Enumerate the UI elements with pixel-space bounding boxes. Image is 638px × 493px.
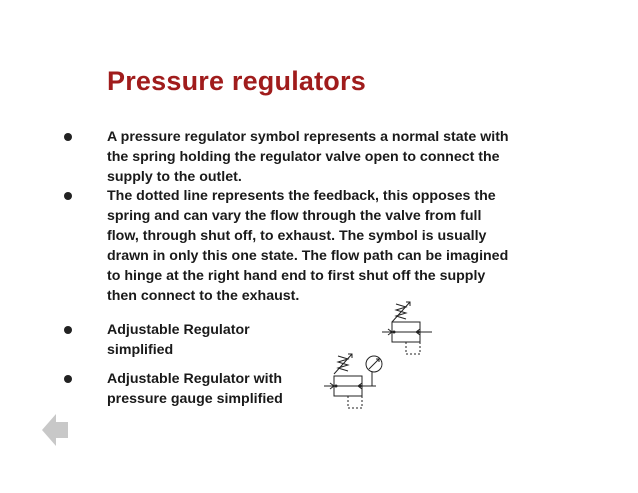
bullet-text xyxy=(107,127,509,187)
bullet-line: pressure gauge simplified xyxy=(107,391,283,407)
bullet-line: to hinge at the right hand end to first shut off the supply xyxy=(107,268,486,284)
slide-title: Pressure regulators xyxy=(107,66,366,96)
adjustable-regulator-with-gauge-symbol-icon xyxy=(322,350,394,412)
bullet-line: supply to the outlet. xyxy=(107,169,242,185)
bullet-dot-icon xyxy=(64,192,72,200)
bullet-line: the spring holding the regulator valve open to connect the xyxy=(107,149,500,165)
bullet-line: A pressure regulator symbol represents a normal state with xyxy=(107,129,509,145)
bullet-line: flow, through shut off, to exhaust. The symbol is usually xyxy=(107,228,487,244)
bullet-line: then connect to the exhaust. xyxy=(107,288,300,304)
bullet-text xyxy=(107,320,250,360)
bullet-line: simplified xyxy=(107,342,174,358)
bullet-line: spring and can vary the flow through the valve from full xyxy=(107,208,482,224)
bullet-text xyxy=(107,369,283,409)
bullet-line: Adjustable Regulator xyxy=(107,322,250,338)
bullet-dot-icon xyxy=(64,375,72,383)
bullet-text xyxy=(107,186,508,306)
bullet-line: Adjustable Regulator with xyxy=(107,371,282,387)
bullet-line: The dotted line represents the feedback, this opposes the xyxy=(107,188,496,204)
bullet-dot-icon xyxy=(64,133,72,141)
bullet-line: drawn in only this one state. The flow path can be imagined xyxy=(107,248,509,264)
previous-slide-arrow-icon[interactable] xyxy=(42,412,70,448)
bullet-dot-icon xyxy=(64,326,72,334)
